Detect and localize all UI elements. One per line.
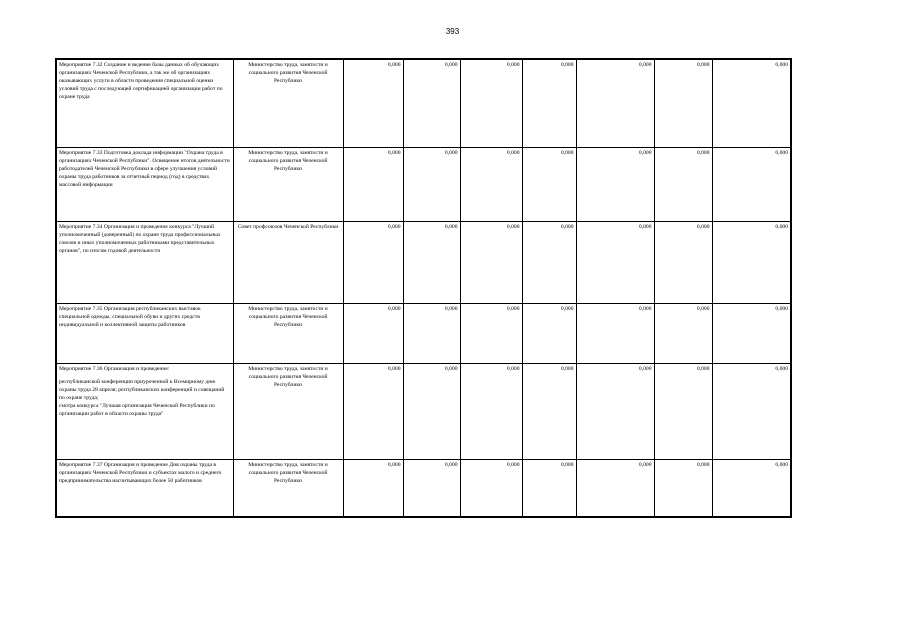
activity-cell: Мероприятие 7.35 Организация республиканских выставок специальной одежды, специальной обуви и других средств индивидуальной и коллективной защиты работников [56,303,233,363]
value-cell: 0,000 [343,59,403,147]
activity-cell: Мероприятие 7.32 Создание и ведение базы данных об обучающих организациях Чеченской Республики, а так же об организациях оказывающих услуги в области проведения специальной оценки условий труда с последующей сертификацией организации работ по охране труда [56,59,233,147]
value-cell: 0,000 [460,303,522,363]
value-cell: 0,000 [522,59,576,147]
value-cell: 0,000 [403,303,460,363]
value-cell: 0,000 [712,147,791,221]
executor-cell: Министерство труда, занятости и социального развития Чеченской Республики [233,303,343,363]
value-cell: 0,000 [522,363,576,459]
value-cell: 0,000 [576,363,654,459]
value-cell: 0,000 [403,147,460,221]
measures-table [55,58,792,518]
table-row [56,459,791,517]
value-cell: 0,000 [522,221,576,303]
value-cell: 0,000 [654,303,712,363]
value-cell: 0,000 [460,147,522,221]
value-cell: 0,000 [712,303,791,363]
value-cell: 0,000 [654,221,712,303]
executor-cell: Министерство труда, занятости и социального развития Чеченской Республики [233,363,343,459]
value-cell: 0,000 [576,59,654,147]
activity-cell: Мероприятие 7.34 Организация и проведение конкурса "Лучший уполномоченный (доверенный) по охране труда профессиональных союзов и иных уполномоченных работниками представительных органов", по итогам годовой деятельности [56,221,233,303]
value-cell: 0,000 [712,363,791,459]
table-row [56,363,791,459]
activity-cell [56,363,233,459]
activity-cell: Мероприятие 7.33 Подготовка доклада информации "Охрана труда в организациях Чеченской Республики". Освещение итогов деятельности работодателей Чеченской Республики в сфере улучшения условий охраны труда работников за отчетный период (год) в средствах массовой информации [56,147,233,221]
value-cell: 0,000 [576,147,654,221]
value-cell: 0,000 [522,303,576,363]
value-cell: 0,000 [576,459,654,517]
value-cell: 0,000 [576,221,654,303]
value-cell: 0,000 [460,59,522,147]
value-cell: 0,000 [343,147,403,221]
value-cell: 0,000 [460,363,522,459]
value-cell: 0,000 [403,221,460,303]
value-cell: 0,000 [712,221,791,303]
value-cell: 0,000 [403,459,460,517]
activity-line: республиканской конференции приуроченной к Всемирному дню охраны труда 28 апреля; республиканских конференций и совещаний по охране труда; [59,378,225,401]
executor-cell: Министерство труда, занятости и социального развития Чеченской Республики [233,59,343,147]
value-cell: 0,000 [576,303,654,363]
value-cell: 0,000 [460,221,522,303]
value-cell: 0,000 [654,459,712,517]
executor-cell: Министерство труда, занятости и социального развития Чеченской Республики [233,147,343,221]
value-cell: 0,000 [522,147,576,221]
activity-line: смотра конкурса "Лучшая организация Чеченской Республики по организации работ в области охраны труда" [59,402,215,418]
value-cell: 0,000 [522,459,576,517]
value-cell: 0,000 [343,459,403,517]
value-cell: 0,000 [403,363,460,459]
table-row [56,221,791,303]
value-cell: 0,000 [403,59,460,147]
value-cell: 0,000 [654,363,712,459]
value-cell: 0,000 [712,59,791,147]
activity-cell: Мероприятие 7.37 Организация и проведение Дня охраны труда в организациях Чеченской Республики и субъектах малого и среднего предпринимательства насчитывающих более 50 работников [56,459,233,517]
table-row [56,303,791,363]
activity-line: Мероприятие 7.36 Организация и проведение: [59,365,170,372]
value-cell: 0,000 [343,303,403,363]
value-cell: 0,000 [343,363,403,459]
value-cell: 0,000 [654,147,712,221]
table-row [56,147,791,221]
executor-cell: Совет профсоюзов Чеченской Республики [233,221,343,303]
value-cell: 0,000 [460,459,522,517]
value-cell: 0,000 [343,221,403,303]
table-row [56,59,791,147]
executor-cell: Министерство труда, занятости и социального развития Чеченской Республики [233,459,343,517]
page-number: 393 [445,27,460,36]
value-cell: 0,000 [712,459,791,517]
value-cell: 0,000 [654,59,712,147]
